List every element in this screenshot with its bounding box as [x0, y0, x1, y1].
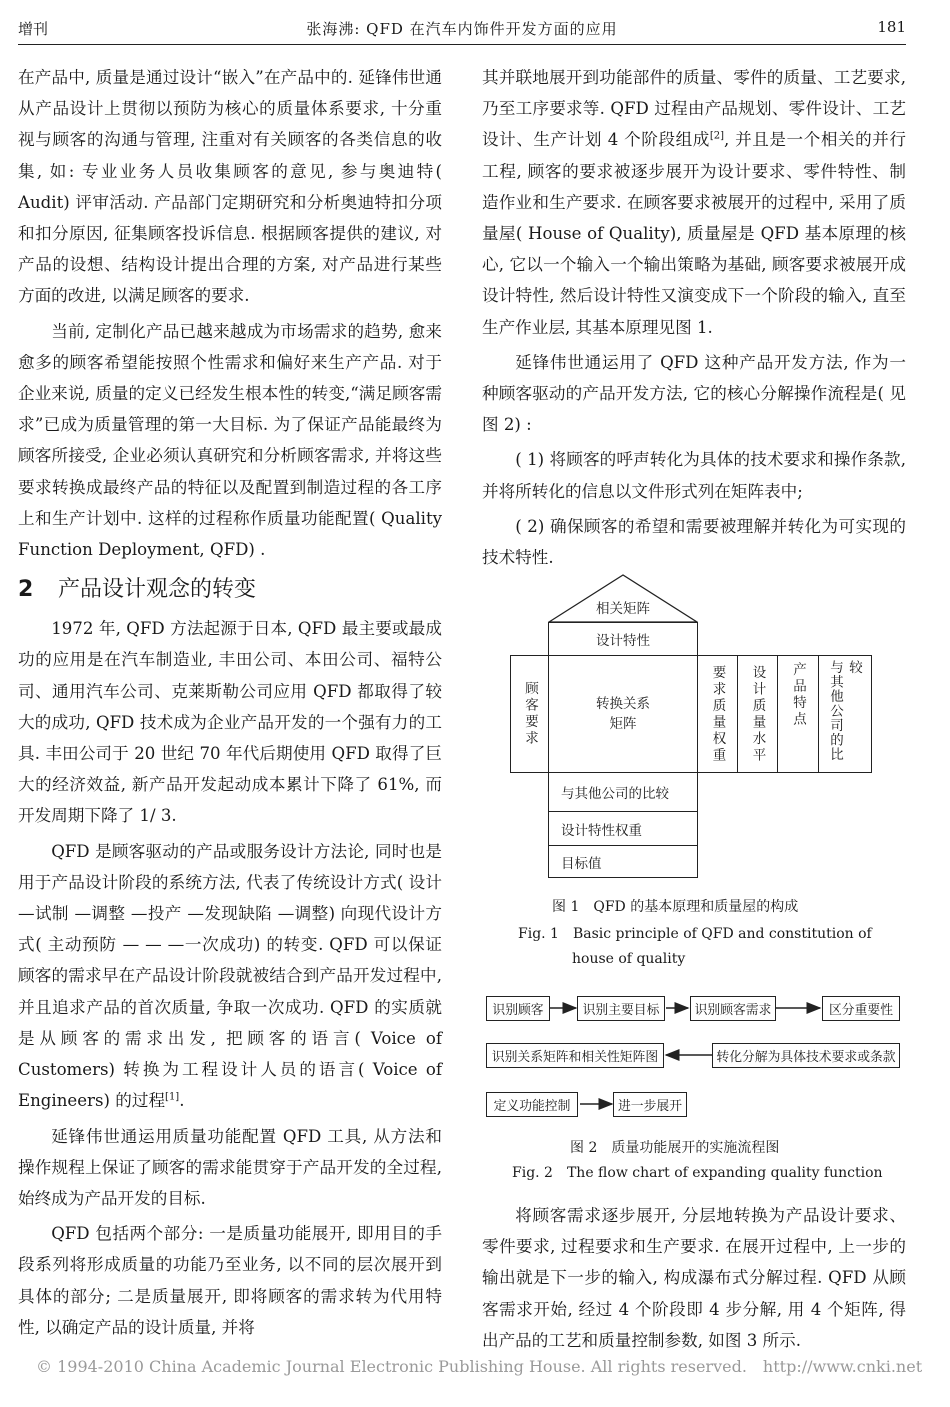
- paragraph-text: QFD 是顾客驱动的产品或服务设计方法论, 同时也是用于产品设计阶段的系统方法, 代表了传统设计方式( 设计 —试制 —调整 —投产 —发现缺陷 —调整) 向现代设计方式( 主动预防 — — —一次成功) 的转变. QFD 可以保证顾客的需求早在产品设计阶段就被结合到产品开发过程中, 并且追求产品的首次质量, 争取一次成功. QFD 的实质就是从顾客的需求出发, 把顾客的语言( Voice of Customers) 转换为工程设计人员的语言( Voice of Engineers) 的过程: [18, 841, 442, 1111]
- header-page-number: 181: [877, 18, 906, 36]
- right-column-continued: [482, 1200, 906, 1360]
- relationship-matrix-box: [548, 655, 698, 773]
- paragraph: ( 2) 确保顾客的希望和需要被理解并转化为可实现的技术特性.: [482, 516, 906, 568]
- customer-requirements-label: 顾客要求: [522, 681, 538, 747]
- flow-step-identify-goals: 识别主要目标: [577, 996, 665, 1021]
- required-quality-weight-label: 要求质量权重: [709, 664, 726, 764]
- flow-step-relationship-matrix: 识别关系矩阵和相关性矩阵图: [486, 1043, 664, 1068]
- customer-requirements-box: [510, 655, 550, 773]
- paragraph: 在产品中, 质量是通过设计“嵌入”在产品中的. 延锋伟世通从产品设计上贯彻以预防为核心的质量体系要求, 十分重视与顾客的沟通与管理, 注重对有关顾客的各类信息的收集, 如: 专业业务人员收集顾客的意见, 参与奥迪特( Audit) 评审活动. 产品部门定期研究和分析奥迪特扣分项和扣分原因, 征集顾客投诉信息. 根据顾客提供的建议, 对产品的设想、结构设计提出合理的方案, 对产品进行某些方面的改进, 以满足顾客的要求.: [18, 68, 442, 306]
- section-heading: [18, 573, 442, 607]
- paragraph-text: 其并联地展开到功能部件的质量、零件的质量、工艺要求, 乃至工序要求等. QFD 过程由产品规划、零件设计、工艺设计、生产计划 4 个阶段组成: [482, 68, 906, 150]
- design-quality-level-box: [737, 655, 778, 773]
- copyright-footer: © 1994-2010 China Academic Journal Electronic Publishing House. All rights reserved. http://www.cnki.net: [36, 1357, 923, 1376]
- paragraph: 延锋伟世通运用质量功能配置 QFD 工具, 从方法和操作规程上保证了顾客的需求能贯穿于产品开发的全过程, 始终成为产品开发的目标.: [18, 1126, 442, 1208]
- figure-2-caption-en: Fig. 2 The flow chart of expanding quality function: [512, 1165, 883, 1181]
- paragraph: ( 1) 将顾客的呼声转化为具体的技术要求和操作条款, 并将所转化的信息以文件形式列在矩阵表中;: [482, 450, 906, 501]
- paragraph: 当前, 定制化产品已越来越成为市场需求的趋势, 愈来愈多的顾客希望能按照个性需求和偏好来生产产品. 对于企业来说, 质量的定义已经发生根本性的转变,“满足顾客需求”已成为质量管理的第一大目标. 为了保证产品能最终为顾客所接受, 企业必须认真研究和分析顾客需求, 并将这些要求转换成最终产品的特征以及配置到制造过程的各工序上和生产计划中. 这样的过程称作质量功能配置( Quality Function Deployment, QFD) .: [18, 321, 442, 560]
- section-title: 产品设计观念的转变: [58, 577, 257, 603]
- flow-step-define-control: 定义功能控制: [486, 1092, 578, 1117]
- header-issue: 增刊: [18, 20, 49, 38]
- design-weight-label: 设计特性权重: [561, 822, 642, 839]
- paragraph: 延锋伟世通运用了 QFD 这种产品开发方法, 作为一种顾客驱动的产品开发方法, 它的核心分解操作流程是( 见图 2) :: [482, 352, 906, 435]
- design-characteristics-label: 设计特性: [596, 633, 650, 649]
- design-weight-box: [548, 811, 698, 846]
- running-header: [18, 14, 906, 45]
- flow-step-decompose-requirements: 转化分解为具体技术要求或条款: [712, 1043, 900, 1068]
- product-features-box: [777, 655, 819, 773]
- header-title: 张海沸: QFD 在汽车内饰件开发方面的应用: [306, 20, 618, 38]
- left-column: [18, 62, 442, 1347]
- flow-step-prioritize: 区分重要性: [822, 996, 900, 1021]
- flow-step-further-deployment: 进一步展开: [613, 1092, 687, 1117]
- row-comparison-label: 与其他公司的比较: [561, 786, 669, 802]
- required-quality-weight-box: [697, 655, 738, 773]
- paragraph: QFD 包括两个部分: 一是质量功能展开, 即用目的手段系列将形成质量的功能乃至业务, 以不同的层次展开到具体的部分; 二是质量展开, 即将顾客的需求转为代用特性, 以确定产品的设计质量, 并将: [18, 1224, 442, 1337]
- figure-1-caption-cn: 图 1 QFD 的基本原理和质量屋的构成: [552, 899, 799, 915]
- paragraph: [482, 62, 906, 343]
- figure-2-caption-cn: 图 2 质量功能展开的实施流程图: [570, 1140, 780, 1156]
- competitor-comparison-box: [818, 655, 872, 773]
- flow-step-identify-needs: 识别顾客需求: [690, 996, 776, 1021]
- figure-1-caption-en: Fig. 1 Basic principle of QFD and constitution of: [518, 926, 872, 942]
- design-characteristics-box: [548, 622, 698, 656]
- target-value-label: 目标值: [561, 855, 602, 872]
- paragraph: [18, 836, 442, 1117]
- paragraph-text: , 并且是一个相关的并行工程, 顾客的要求被逐步展开为设计要求、零件特性、制造作业和生产要求. 在顾客要求被展开的过程中, 采用了质量屋( House of Quality), 质量屋是 QFD 基本原理的核心, 它以一个输入一个输出策略为基础, 顾客要求被展开成设计特性, 然后设计特性又演变成下一个阶段的输入, 直至生产作业层, 其基本原理见图 1.: [482, 130, 906, 337]
- competitor-comparison-label: 与其他公司的比较: [827, 660, 862, 762]
- citation-ref: [2]: [709, 130, 725, 142]
- figure-1-caption-en-2: house of quality: [572, 951, 686, 967]
- relationship-matrix-label: 转换关系矩阵: [596, 696, 650, 732]
- product-features-label: 产品特点: [790, 662, 806, 728]
- flow-step-identify-customer: 识别顾客: [486, 996, 550, 1021]
- roof-label: 相关矩阵: [596, 601, 650, 617]
- section-number: 2: [18, 577, 34, 603]
- paragraph-text: .: [179, 1091, 185, 1111]
- row-comparison-box: [548, 772, 698, 812]
- right-column: [482, 62, 906, 577]
- citation-ref: [1]: [165, 1091, 180, 1103]
- design-quality-level-label: 设计质量水平: [749, 664, 766, 764]
- target-value-box: [548, 845, 698, 878]
- paragraph: 1972 年, QFD 方法起源于日本, QFD 最主要或最成功的应用是在汽车制造业, 丰田公司、本田公司、福特公司、通用汽车公司、克莱斯勒公司应用 QFD 都取得了较大的成功, QFD 技术成为企业产品开发的一个强有力的工具. 丰田公司于 20 世纪 70 年代后期使用 QFD 取得了巨大的经济效益, 新产品开发起动成本累计下降了 61%, 而开发周期下降了 1/ 3.: [18, 619, 442, 826]
- paragraph: 将顾客需求逐步展开, 分层地转换为产品设计要求、零件要求, 过程要求和生产要求. 在展开过程中, 上一步的输出就是下一步的输入, 构成瀑布式分解过程. QFD 从顾客需求开始, 经过 4 个阶段即 4 步分解, 用 4 个矩阵, 得出产品的工艺和质量控制参数, 如图 3 所示.: [482, 1206, 906, 1350]
